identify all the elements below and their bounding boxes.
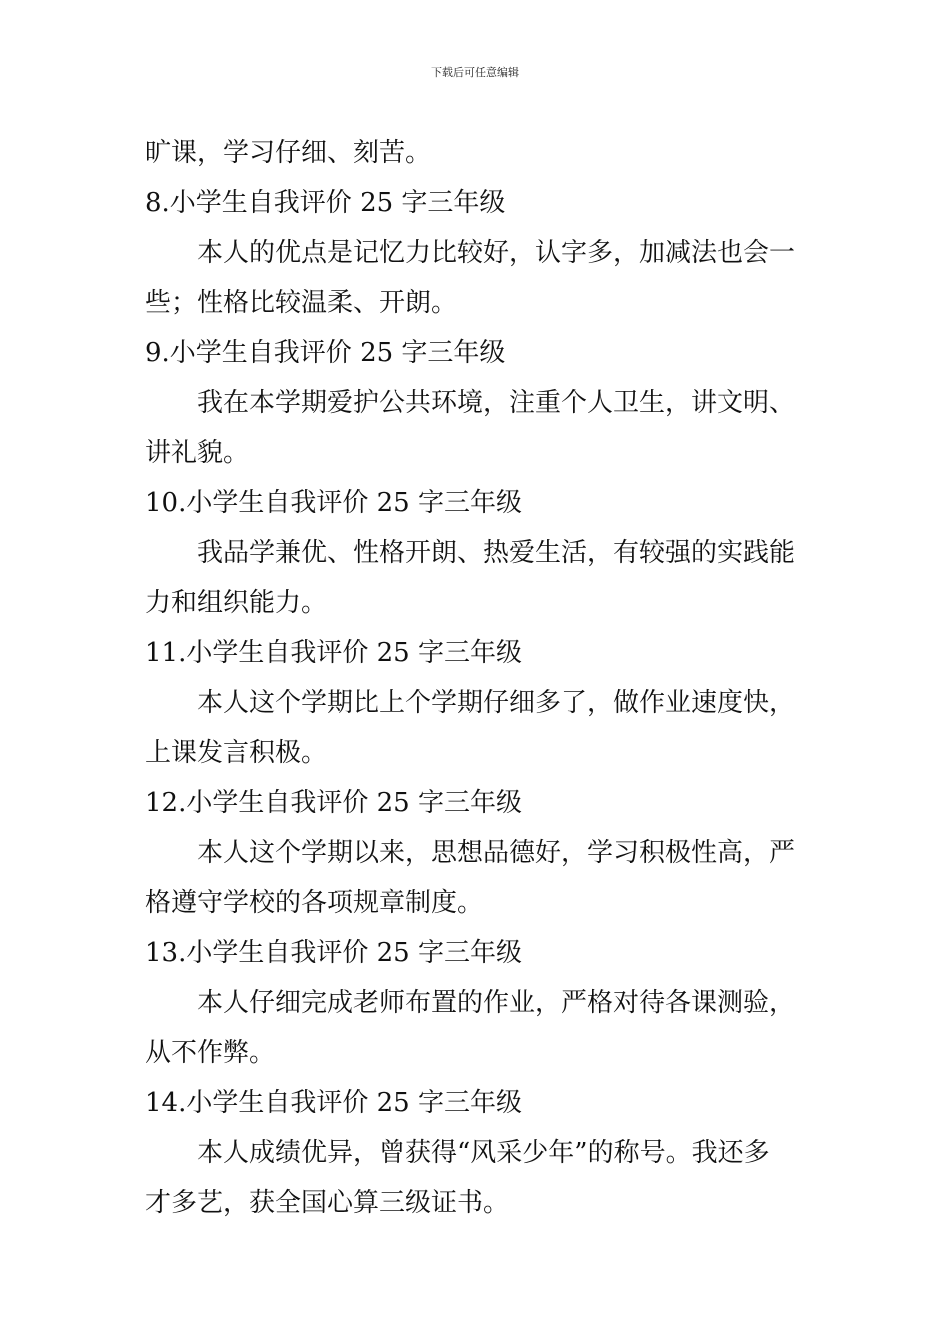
paragraph-line: 才多艺，获全国心算三级证书。 <box>145 1188 510 1218</box>
document-body <box>145 128 810 1228</box>
section-10 <box>145 478 810 628</box>
section-12 <box>145 778 810 928</box>
section-13 <box>145 928 810 1078</box>
paragraph-line: 本人成绩优异，曾获得“风采少年”的称号。我还多 <box>197 1138 770 1168</box>
paragraph-line: 些；性格比较温柔、开朗。 <box>145 288 458 318</box>
paragraph-line: 我在本学期爱护公共环境，注重个人卫生，讲文明、 <box>197 388 796 418</box>
paragraph-line: 本人的优点是记忆力比较好，认字多，加减法也会一 <box>197 238 796 268</box>
paragraph-line: 上课发言积极。 <box>145 738 328 768</box>
section-11 <box>145 628 810 778</box>
paragraph-line: 格遵守学校的各项规章制度。 <box>145 888 484 918</box>
paragraph-line: 本人仔细完成老师布置的作业，严格对待各课测验， <box>197 988 796 1018</box>
paragraph-line: 本人这个学期比上个学期仔细多了，做作业速度快， <box>197 688 796 718</box>
paragraph-line: 从不作弊。 <box>145 1038 276 1068</box>
section-heading: 13.小学生自我评价 25 字三年级 <box>145 938 522 968</box>
section-9 <box>145 328 810 478</box>
paragraph-line: 力和组织能力。 <box>145 588 328 618</box>
section-14 <box>145 1078 810 1228</box>
section-8 <box>145 178 810 328</box>
section-heading: 11.小学生自我评价 25 字三年级 <box>145 638 522 668</box>
page-header: 下载后可任意编辑 <box>431 66 519 79</box>
paragraph-line: 讲礼貌。 <box>145 438 250 468</box>
section-heading: 8.小学生自我评价 25 字三年级 <box>145 188 506 218</box>
continuation-line: 旷课，学习仔细、刻苦。 <box>145 138 432 168</box>
section-heading: 12.小学生自我评价 25 字三年级 <box>145 788 522 818</box>
section-heading: 9.小学生自我评价 25 字三年级 <box>145 338 506 368</box>
section-heading: 14.小学生自我评价 25 字三年级 <box>145 1088 522 1118</box>
paragraph-line: 本人这个学期以来，思想品德好，学习积极性高，严 <box>197 838 796 868</box>
section-heading: 10.小学生自我评价 25 字三年级 <box>145 488 522 518</box>
paragraph-line: 我品学兼优、性格开朗、热爱生活，有较强的实践能 <box>197 538 796 568</box>
